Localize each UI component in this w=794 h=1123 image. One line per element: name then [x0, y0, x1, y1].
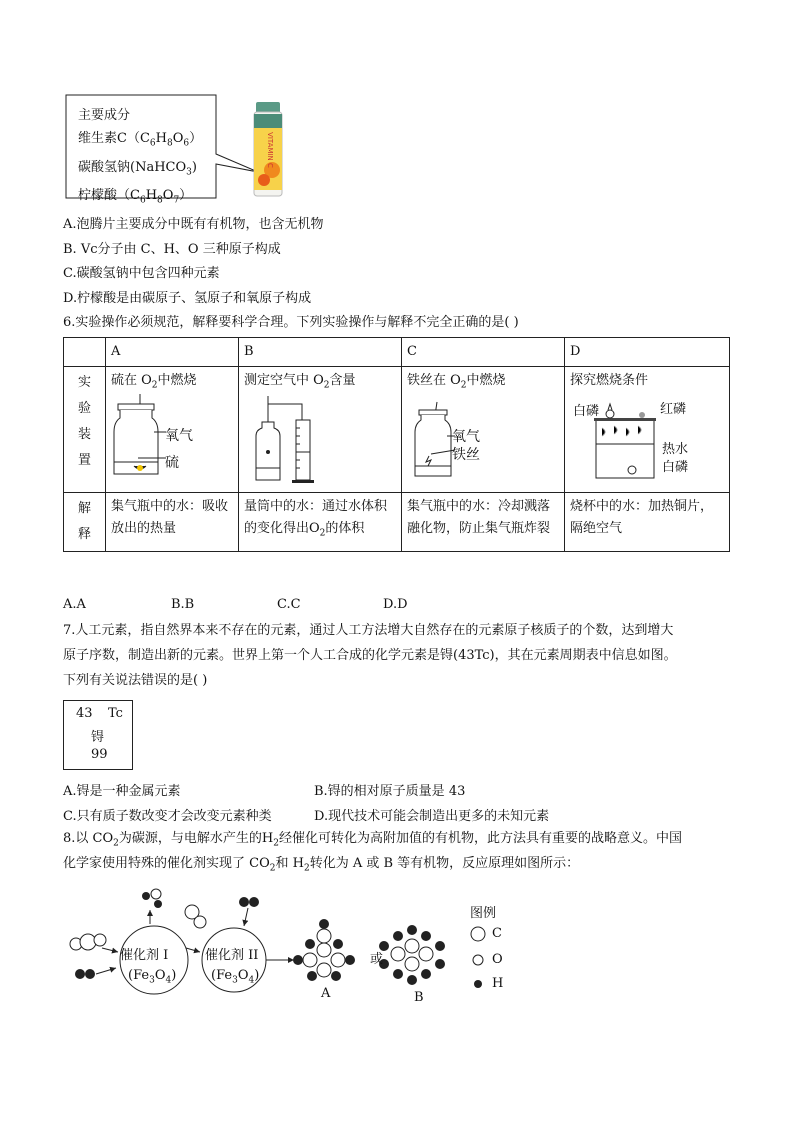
element-mass: 99 [91, 747, 108, 762]
label-sulfur: 硫 [165, 455, 179, 471]
explanation-c: 集气瓶中的水：冷却溅落融化物，防止集气瓶炸裂 [402, 493, 565, 552]
col-header-d: D [565, 338, 730, 367]
q8-stem-line-1: 8.以 $CO_2$为碳源，与电解水产生的$H_2$经催化可转化为高附加值的有机物，此方法具有重要的战略意义。中国 [63, 831, 682, 849]
label-red-p: 红磷 [660, 402, 687, 417]
apparatus-b-title: 测定空气中 $O_2$含量 [244, 373, 356, 391]
q7-option-b: B.锝的相对原子质量是 43 [314, 784, 466, 799]
q5-option-a: A.泡腾片主要成分中既有有机物，也含无机物 [63, 217, 324, 232]
product-b-molecule [379, 925, 445, 985]
col-header-b: B [239, 338, 402, 367]
q7-stem-line-2: 原子序数，制造出新的元素。世界上第一个人工合成的化学元素是锝(43Tc)，其在元素周期表中信息如图。 [63, 648, 677, 663]
label-oxygen-c: 氧气 [452, 429, 480, 445]
legend-c-symbol [471, 927, 485, 941]
explanation-a: 集气瓶中的水：吸收放出的热量 [106, 493, 239, 552]
q7-option-a: A.锝是一种金属元素 [63, 784, 181, 799]
air-o2-apparatus-drawing [248, 392, 328, 484]
legend-h-label: H [492, 976, 504, 991]
ingredient-vc: 维生素$C(C_6H_8O_6)$ [78, 131, 203, 149]
q7-option-c: C.只有质子数改变才会改变元素种类 [63, 809, 272, 824]
catalyst-2-name: 催化剂 II [205, 948, 259, 963]
q6-choice-c: C.C [277, 597, 301, 612]
ingredient-citric: 柠檬酸$(C_6H_8O_7)$ [78, 188, 193, 206]
product-a-molecule [293, 919, 355, 981]
product-b-label: B [414, 990, 424, 1005]
or-text: 或 [370, 952, 384, 967]
table-header-row [64, 338, 730, 367]
legend-o-label: O [492, 952, 503, 967]
q8-stem-line-2: 化学家使用特殊的催化剂实现了 $CO_2$和 $H_2$转化为 A 或 B 等有机物，反应原理如图所示： [63, 856, 580, 874]
legend-title: 图例 [470, 906, 497, 921]
q5-option-d: D.柠檬酸是由碳原子、氢原子和氧原子构成 [63, 291, 312, 306]
label-white-p-bottom: 白磷 [662, 460, 689, 475]
q7-option-d: D.现代技术可能会制造出更多的未知元素 [314, 809, 550, 824]
explanation-b: 量筒中的水：通过水体积的变化得出$O_2$的体积 [239, 493, 402, 552]
apparatus-c-title: 铁丝在 $O_2$中燃烧 [407, 373, 506, 391]
element-name: 锝 [91, 730, 105, 745]
q7-options-row-1 [63, 780, 465, 799]
apparatus-d-title: 探究燃烧条件 [570, 373, 649, 388]
legend-o-symbol [473, 955, 483, 965]
co2-molecule [70, 934, 106, 950]
element-number: 43 [76, 706, 93, 721]
q6-choice-a: A.A [63, 597, 86, 612]
apparatus-a-title: 硫在 $O_2$中燃烧 [111, 373, 197, 391]
catalyst-1-formula: $(Fe_3O_4)$ [128, 968, 177, 986]
table-corner [64, 338, 106, 367]
label-oxygen-a: 氧气 [165, 428, 193, 444]
catalyst-1-name: 催化剂 I [120, 948, 169, 963]
label-iron-wire: 铁丝 [452, 447, 480, 463]
row-label-apparatus: 实 验 装 置 [64, 367, 106, 493]
q5-option-b: B. Vc分子由 C、H、O 三种原子构成 [63, 242, 281, 257]
element-symbol: Tc [108, 706, 123, 721]
q6-stem: 6.实验操作必须规范，解释要科学合理。下列实验操作与解释不完全正确的是( ) [63, 315, 519, 330]
vitamin-c-tube-image [246, 100, 290, 200]
row-label-explanation: 解 释 [64, 493, 106, 552]
legend-c-label: C [492, 926, 502, 941]
q6-choices [63, 597, 408, 612]
q7-stem-line-3: 下列有关说法错误的是( ) [63, 673, 208, 688]
bottle-label: VITAMIN C [266, 132, 274, 168]
element-cell [63, 700, 133, 770]
ingredient-nahco3: 碳酸氢钠(NaHCO$_3$) [78, 159, 197, 178]
label-hot-water: 热水 [662, 442, 689, 457]
ingredient-title: 主要成分 [78, 108, 131, 123]
q6-choice-b: B.B [171, 597, 195, 612]
explanation-d: 烧杯中的水：加热铜片，隔绝空气 [565, 493, 730, 552]
q7-options-row-2 [63, 805, 549, 824]
h2-molecule [75, 969, 95, 979]
label-white-p-top: 白磷 [573, 404, 600, 419]
catalyst-2-formula: $(Fe_3O_4)$ [211, 968, 260, 986]
legend-h-symbol [474, 980, 482, 988]
q7-stem-line-1: 7.人工元素，指自然界本来不存在的元素，通过人工方法增大自然存在的元素原子核质子的个数，达到增大 [63, 623, 674, 638]
q5-option-c: C.碳酸氢钠中包含四种元素 [63, 266, 220, 281]
col-header-c: C [402, 338, 565, 367]
product-a-label: A [321, 986, 331, 1001]
q6-choice-d: D.D [383, 597, 408, 612]
ingredient-list [78, 104, 202, 213]
combustion-beaker-drawing [590, 400, 670, 484]
col-header-a: A [106, 338, 239, 367]
explanation-row [64, 493, 730, 552]
